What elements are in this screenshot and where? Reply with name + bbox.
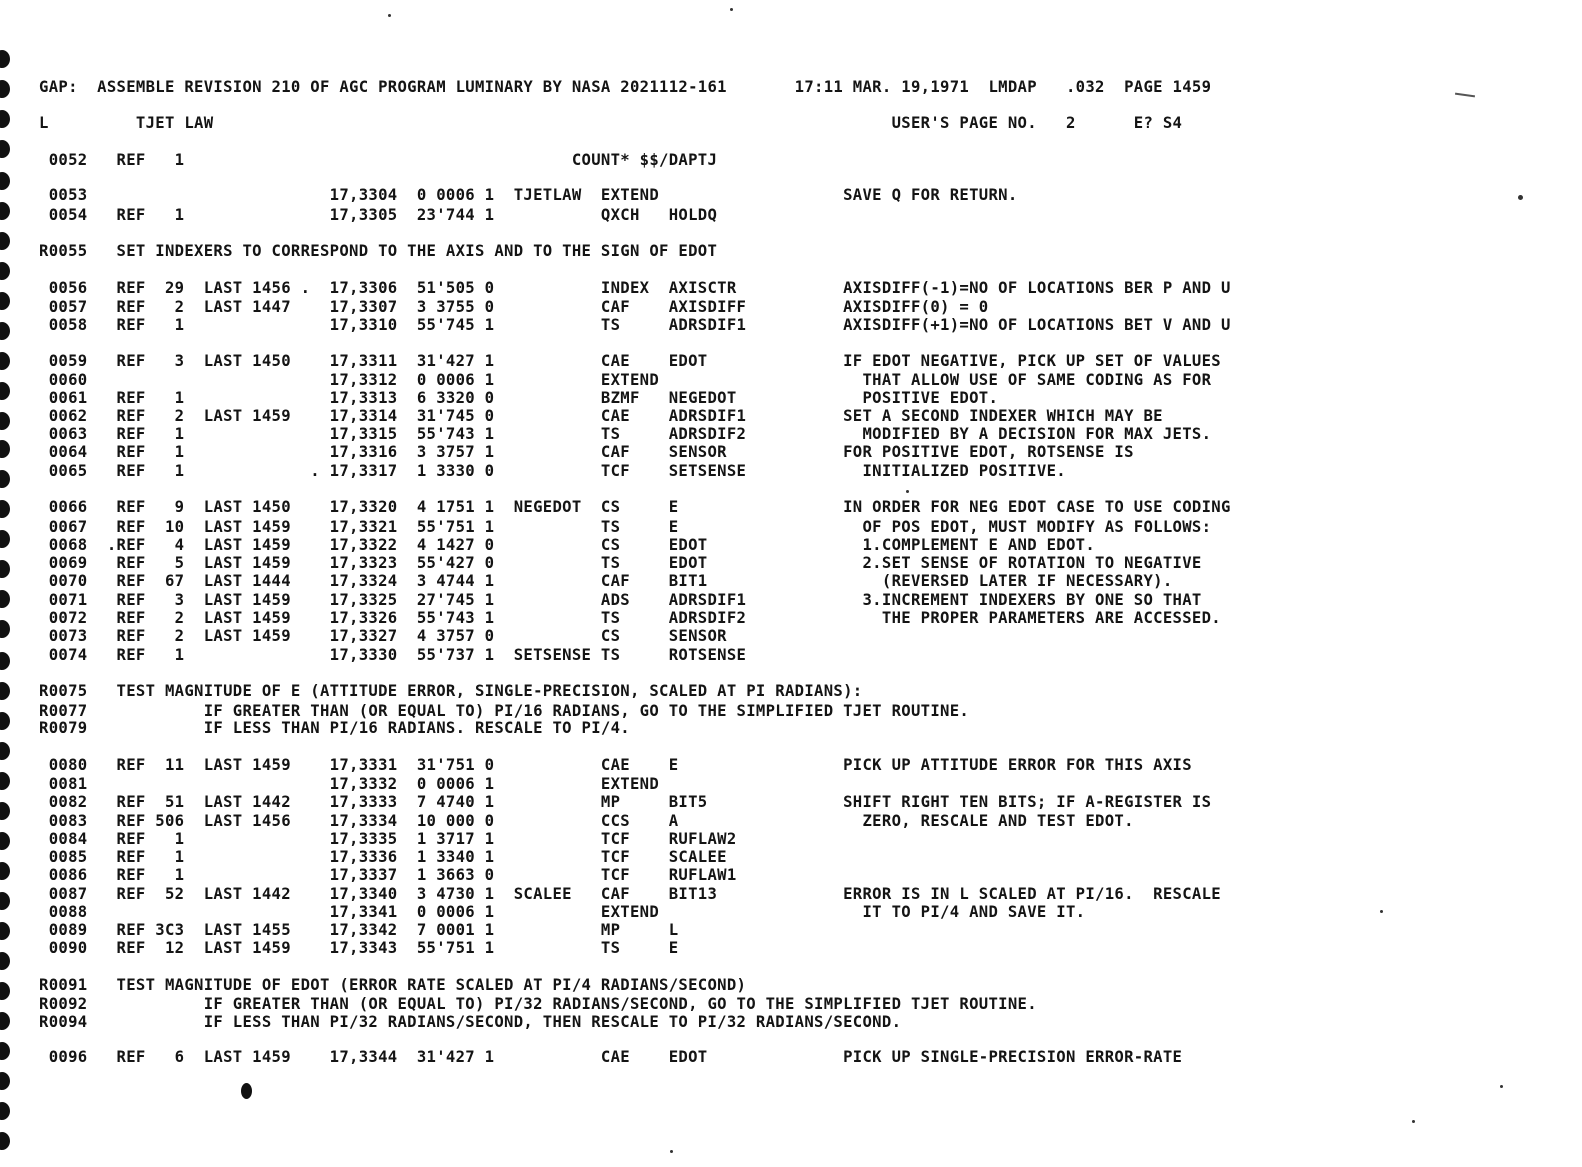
listing-line: 0053 17,3304 0 0006 1 TJETLAW EXTEND SAVE Q FOR RETURN. [39, 186, 1018, 204]
listing-line: 0052 REF 1 COUNT* $$/DAPTJ [39, 151, 718, 169]
feed-hole-icon [0, 1042, 10, 1060]
speck-mark [1500, 1085, 1503, 1088]
feed-hole-icon [0, 262, 10, 280]
feed-hole-icon [0, 742, 10, 760]
listing-line: 0096 REF 6 LAST 1459 17,3344 31'427 1 CAE EDOT PICK UP SINGLE-PRECISION ERROR-RATE [39, 1048, 1183, 1066]
feed-hole-icon [0, 802, 10, 820]
feed-hole-icon [0, 500, 10, 518]
listing-line: 0073 REF 2 LAST 1459 17,3327 4 3757 0 CS SENSOR [39, 627, 727, 645]
speck-mark [388, 14, 391, 17]
speck-mark [730, 8, 733, 11]
feed-hole-icon [0, 620, 10, 638]
feed-hole-icon [0, 590, 10, 608]
listing-line: 0074 REF 1 17,3330 55'737 1 SETSENSE TS ROTSENSE [39, 646, 747, 664]
listing-line: 0057 REF 2 LAST 1447 17,3307 3 3755 0 CAF AXISDIFF AXISDIFF(0) = 0 [39, 298, 989, 316]
listing-line: 0069 REF 5 LAST 1459 17,3323 55'427 0 TS EDOT 2.SET SENSE OF ROTATION TO NEGATIVE [39, 554, 1202, 572]
listing-line: 0084 REF 1 17,3335 1 3717 1 TCF RUFLAW2 [39, 830, 737, 848]
listing-line: 0081 17,3332 0 0006 1 EXTEND [39, 775, 660, 793]
listing-line: 0062 REF 2 LAST 1459 17,3314 31'745 0 CAE ADRSDIF1 SET A SECOND INDEXER WHICH MAY BE [39, 407, 1163, 425]
listing-line: 0054 REF 1 17,3305 23'744 1 QXCH HOLDQ [39, 206, 718, 224]
speck-mark [906, 490, 909, 493]
feed-hole-icon [0, 682, 10, 700]
feed-hole-icon [0, 322, 10, 340]
feed-hole-icon [0, 892, 10, 910]
feed-hole-icon [0, 140, 10, 158]
listing-line: 0087 REF 52 LAST 1442 17,3340 3 4730 1 SCALEE CAF BIT13 ERROR IS IN L SCALED AT PI/16. RESCALE [39, 885, 1221, 903]
feed-hole-icon [0, 352, 10, 370]
feed-hole-icon [0, 1072, 10, 1090]
feed-hole-icon [0, 652, 10, 670]
feed-hole-icon [0, 50, 10, 68]
feed-hole-icon [0, 1012, 10, 1030]
listing-line: R0094 IF LESS THAN PI/32 RADIANS/SECOND, THEN RESCALE TO PI/32 RADIANS/SECOND. [39, 1013, 902, 1031]
listing-line: R0075 TEST MAGNITUDE OF E (ATTITUDE ERROR, SINGLE-PRECISION, SCALED AT PI RADIANS): [39, 682, 863, 700]
listing-line: 0088 17,3341 0 0006 1 EXTEND IT TO PI/4 AND SAVE IT. [39, 903, 1086, 921]
listing-line: R0077 IF GREATER THAN (OR EQUAL TO) PI/16 RADIANS, GO TO THE SIMPLIFIED TJET ROUTINE. [39, 702, 970, 720]
feed-hole-icon [0, 952, 10, 970]
feed-hole-icon [0, 80, 10, 98]
speck-mark [670, 1150, 673, 1153]
listing-line: 0064 REF 1 17,3316 3 3757 1 CAF SENSOR FOR POSITIVE EDOT, ROTSENSE IS [39, 443, 1134, 461]
feed-hole-icon [0, 412, 10, 430]
listing-line: R0092 IF GREATER THAN (OR EQUAL TO) PI/32 RADIANS/SECOND, GO TO THE SIMPLIFIED TJET ROUTINE. [39, 995, 1037, 1013]
feed-hole-icon [0, 862, 10, 880]
listing-line: 0090 REF 12 LAST 1459 17,3343 55'751 1 TS E [39, 939, 679, 957]
feed-hole-icon [0, 922, 10, 940]
listing-line: 0059 REF 3 LAST 1450 17,3311 31'427 1 CAE EDOT IF EDOT NEGATIVE, PICK UP SET OF VALUES [39, 352, 1221, 370]
header-subtitle: L TJET LAW USER'S PAGE NO. 2 E? S4 [39, 114, 1183, 132]
listing-line: 0080 REF 11 LAST 1459 17,3331 31'751 0 CAE E PICK UP ATTITUDE ERROR FOR THIS AXIS [39, 756, 1192, 774]
dash-mark [1455, 93, 1475, 98]
ink-blot [241, 1083, 252, 1099]
listing-line: 0086 REF 1 17,3337 1 3663 0 TCF RUFLAW1 [39, 866, 737, 884]
feed-hole-icon [0, 292, 10, 310]
feed-hole-icon [0, 530, 10, 548]
listing-line: 0060 17,3312 0 0006 1 EXTEND THAT ALLOW USE OF SAME CODING AS FOR [39, 371, 1212, 389]
feed-hole-icon [0, 772, 10, 790]
speck-mark [1518, 195, 1523, 200]
listing-line: R0091 TEST MAGNITUDE OF EDOT (ERROR RATE SCALED AT PI/4 RADIANS/SECOND) [39, 976, 747, 994]
listing-line: 0066 REF 9 LAST 1450 17,3320 4 1751 1 NEGEDOT CS E IN ORDER FOR NEG EDOT CASE TO USE CODING [39, 498, 1231, 516]
feed-hole-icon [0, 982, 10, 1000]
listing-line: 0083 REF 506 LAST 1456 17,3334 10 000 0 CCS A ZERO, RESCALE AND TEST EDOT. [39, 812, 1134, 830]
listing-line: 0067 REF 10 LAST 1459 17,3321 55'751 1 TS E OF POS EDOT, MUST MODIFY AS FOLLOWS: [39, 518, 1212, 536]
listing-line: 0085 REF 1 17,3336 1 3340 1 TCF SCALEE [39, 848, 727, 866]
listing-line: 0089 REF 3C3 LAST 1455 17,3342 7 0001 1 MP L [39, 921, 679, 939]
speck-mark [1412, 1120, 1415, 1123]
feed-hole-icon [0, 382, 10, 400]
listing-line: 0058 REF 1 17,3310 55'745 1 TS ADRSDIF1 AXISDIFF(+1)=NO OF LOCATIONS BET V AND U [39, 316, 1231, 334]
feed-hole-icon [0, 832, 10, 850]
feed-hole-icon [0, 470, 10, 488]
feed-hole-icon [0, 560, 10, 578]
listing-line: 0061 REF 1 17,3313 6 3320 0 BZMF NEGEDOT POSITIVE EDOT. [39, 389, 999, 407]
feed-hole-icon [0, 1102, 10, 1120]
feed-hole-icon [0, 440, 10, 458]
listing-line: 0063 REF 1 17,3315 55'743 1 TS ADRSDIF2 MODIFIED BY A DECISION FOR MAX JETS. [39, 425, 1212, 443]
listing-line: 0065 REF 1 . 17,3317 1 3330 0 TCF SETSENSE INITIALIZED POSITIVE. [39, 462, 1066, 480]
listing-line: 0068 .REF 4 LAST 1459 17,3322 4 1427 0 CS EDOT 1.COMPLEMENT E AND EDOT. [39, 536, 1096, 554]
header-title: GAP: ASSEMBLE REVISION 210 OF AGC PROGRAM LUMINARY BY NASA 2021112-161 17:11 MAR. 19,1971 LMDAP .032 PAGE 1459 [39, 78, 1212, 96]
feed-hole-icon [0, 1132, 10, 1150]
listing-line: 0056 REF 29 LAST 1456 . 17,3306 51'505 0 INDEX AXISCTR AXISDIFF(-1)=NO OF LOCATIONS BER P AND U [39, 279, 1231, 297]
listing-line: R0079 IF LESS THAN PI/16 RADIANS. RESCALE TO PI/4. [39, 719, 630, 737]
listing-line: R0055 SET INDEXERS TO CORRESPOND TO THE AXIS AND TO THE SIGN OF EDOT [39, 242, 718, 260]
speck-mark [1380, 910, 1383, 913]
feed-hole-icon [0, 712, 10, 730]
listing-line: 0072 REF 2 LAST 1459 17,3326 55'743 1 TS ADRSDIF2 THE PROPER PARAMETERS ARE ACCESSED. [39, 609, 1221, 627]
listing-line: 0071 REF 3 LAST 1459 17,3325 27'745 1 ADS ADRSDIF1 3.INCREMENT INDEXERS BY ONE SO THAT [39, 591, 1202, 609]
feed-hole-icon [0, 232, 10, 250]
listing-line: 0082 REF 51 LAST 1442 17,3333 7 4740 1 MP BIT5 SHIFT RIGHT TEN BITS; IF A-REGISTER IS [39, 793, 1212, 811]
feed-hole-icon [0, 172, 10, 190]
feed-hole-icon [0, 110, 10, 128]
listing-line: 0070 REF 67 LAST 1444 17,3324 3 4744 1 CAF BIT1 (REVERSED LATER IF NECESSARY). [39, 572, 1173, 590]
feed-hole-icon [0, 202, 10, 220]
